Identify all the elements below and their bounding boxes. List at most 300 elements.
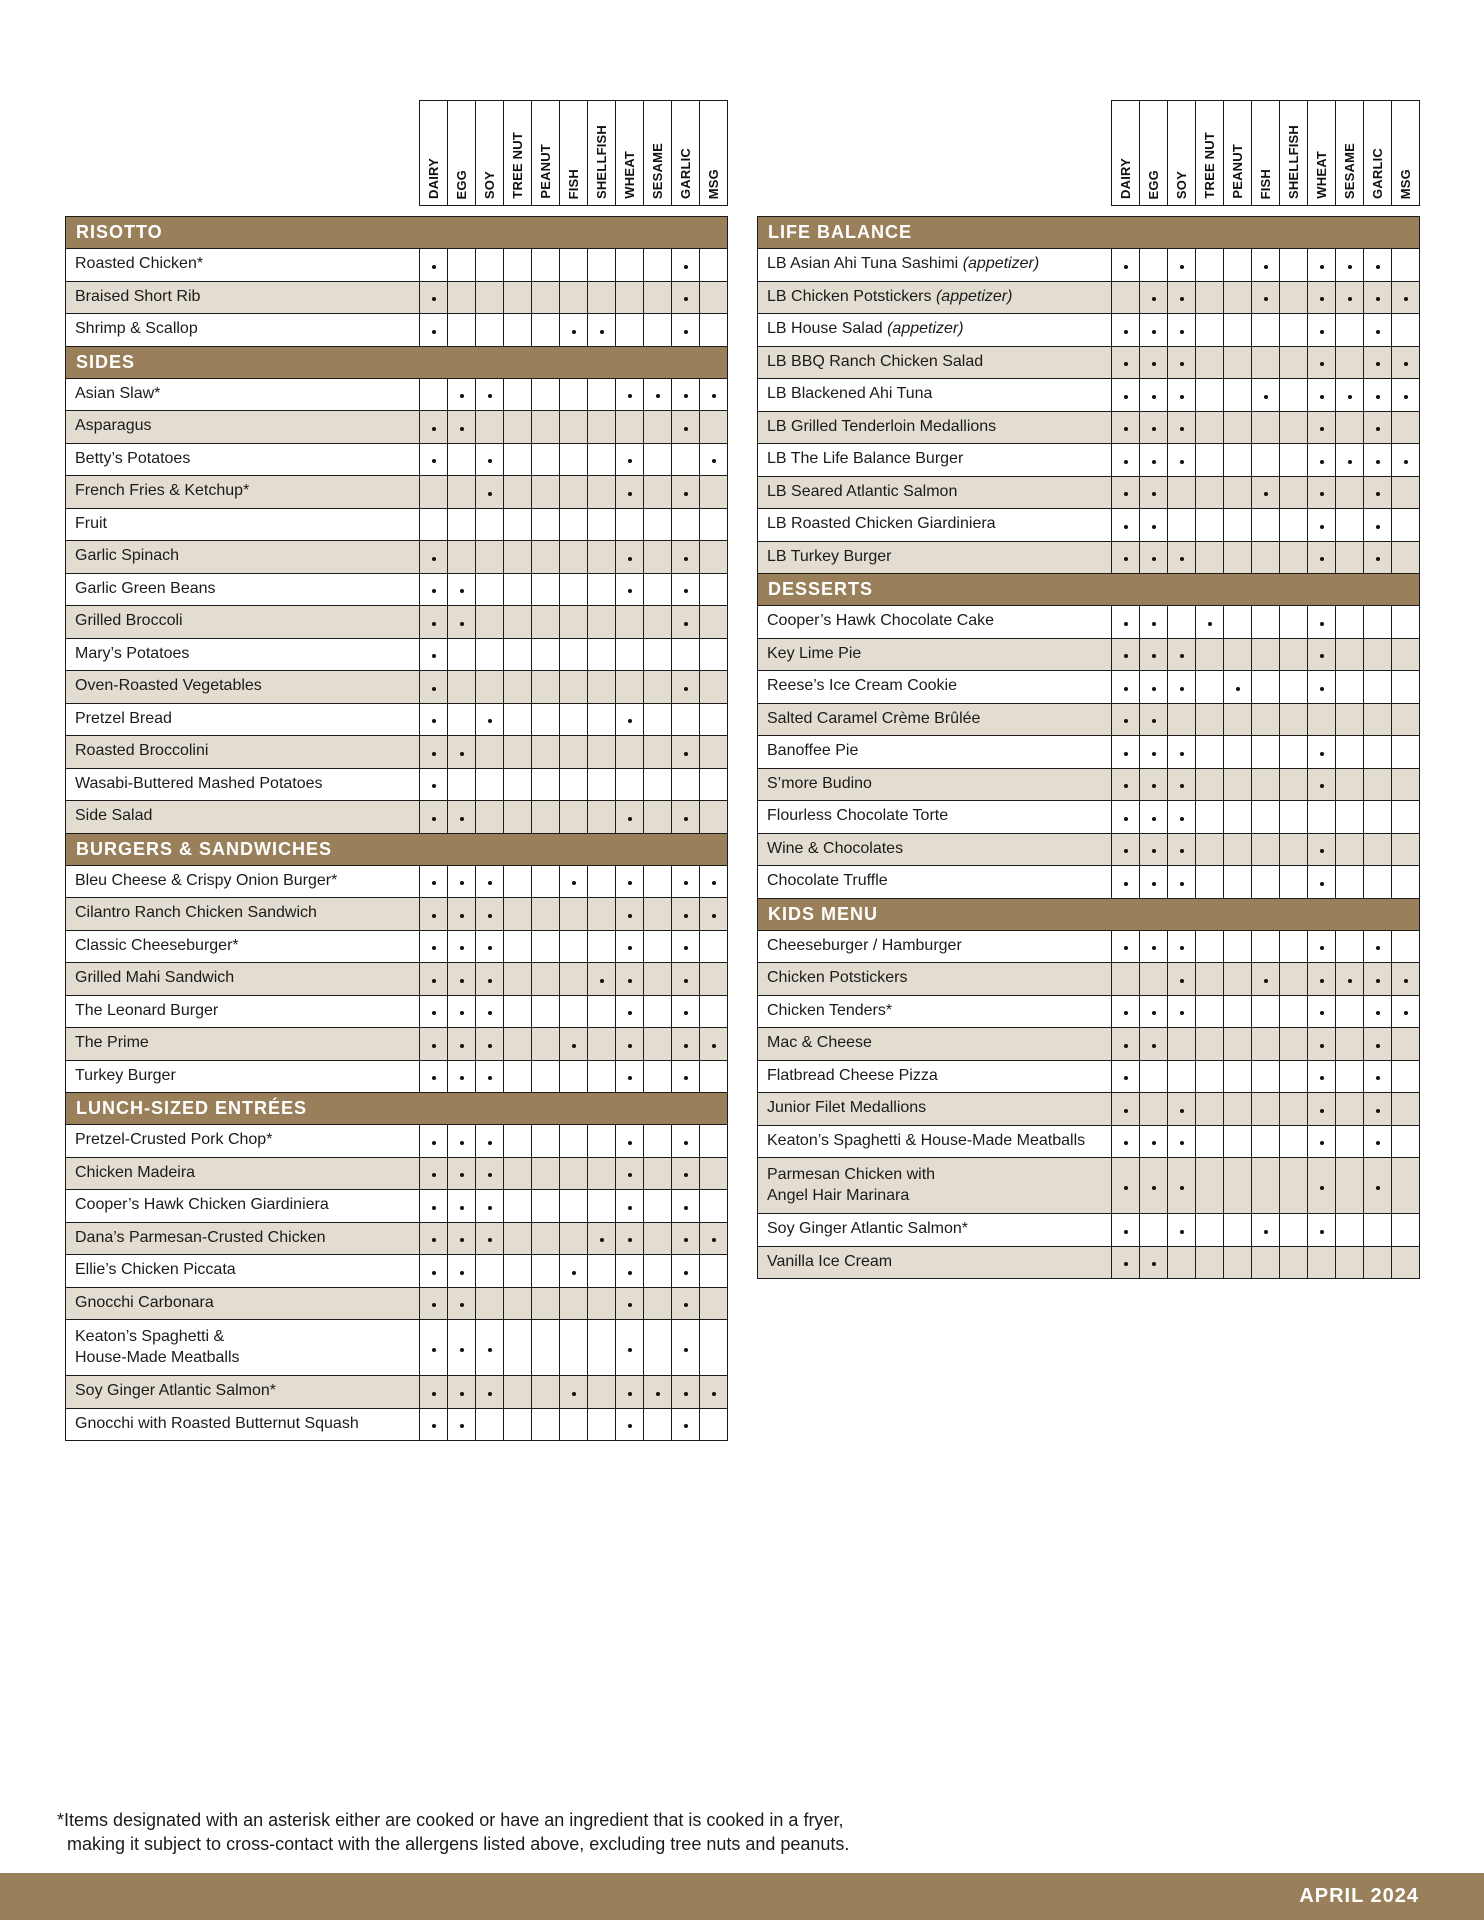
allergen-cell-peanut	[532, 1125, 560, 1158]
contains-allergen-dot	[432, 265, 436, 269]
allergen-cell-wheat	[616, 1190, 644, 1223]
allergen-cell-wheat	[616, 541, 644, 574]
menu-item-name	[758, 638, 1112, 671]
allergen-cell-shellfish	[588, 508, 616, 541]
allergen-cell-fish	[560, 865, 588, 898]
allergen-cell-peanut	[532, 476, 560, 509]
allergen-cell-tree-nut	[504, 898, 532, 931]
allergen-cell-shellfish	[1280, 930, 1308, 963]
allergen-cell-shellfish	[1280, 346, 1308, 379]
allergen-cell-dairy	[1112, 963, 1140, 996]
contains-allergen-dot	[628, 1076, 632, 1080]
allergen-cell-dairy	[1112, 833, 1140, 866]
contains-allergen-dot	[432, 914, 436, 918]
allergen-cell-soy	[1168, 638, 1196, 671]
contains-allergen-dot	[684, 1206, 688, 1210]
allergen-cell-egg	[1140, 963, 1168, 996]
item-name-text: Fruit	[75, 514, 107, 532]
allergen-cell-fish	[560, 930, 588, 963]
contains-allergen-dot	[1124, 719, 1128, 723]
contains-allergen-dot	[1124, 784, 1128, 788]
contains-allergen-dot	[1124, 557, 1128, 561]
allergen-cell-msg	[700, 1408, 728, 1441]
menu-item-name	[66, 314, 420, 347]
contains-allergen-dot	[1152, 557, 1156, 561]
allergen-label: GARLIC	[1370, 147, 1385, 199]
menu-item-name	[758, 1158, 1112, 1214]
contains-allergen-dot	[432, 654, 436, 658]
menu-item-row	[66, 281, 728, 314]
allergen-cell-tree-nut	[1196, 444, 1224, 477]
allergen-cell-egg	[1140, 281, 1168, 314]
allergen-cell-peanut	[1224, 541, 1252, 574]
allergen-cell-dairy	[420, 703, 448, 736]
allergen-cell-shellfish	[1280, 1028, 1308, 1061]
menu-item-name	[758, 509, 1112, 542]
allergen-cell-dairy	[420, 1408, 448, 1441]
allergen-cell-garlic	[672, 541, 700, 574]
allergen-cell-msg	[700, 606, 728, 639]
allergen-cell-msg	[700, 930, 728, 963]
allergen-header-peanut	[532, 101, 560, 206]
allergen-cell-shellfish	[1280, 281, 1308, 314]
allergen-cell-egg	[1140, 1125, 1168, 1158]
allergen-cell-wheat	[1308, 671, 1336, 704]
section-title: KIDS MENU	[758, 898, 1420, 930]
allergen-cell-dairy	[420, 638, 448, 671]
allergen-cell-msg	[700, 736, 728, 769]
allergen-cell-sesame	[644, 443, 672, 476]
allergen-cell-soy	[1168, 1028, 1196, 1061]
contains-allergen-dot	[460, 752, 464, 756]
allergen-cell-fish	[1252, 833, 1280, 866]
allergen-cell-egg	[448, 671, 476, 704]
contains-allergen-dot	[1320, 557, 1324, 561]
allergen-cell-fish	[560, 573, 588, 606]
menu-item-name	[758, 541, 1112, 574]
allergen-header-wheat	[616, 101, 644, 206]
menu-item-row	[66, 736, 728, 769]
contains-allergen-dot	[628, 979, 632, 983]
allergen-cell-egg	[1140, 379, 1168, 412]
allergen-cell-msg	[700, 768, 728, 801]
allergen-cell-wheat	[616, 1320, 644, 1376]
contains-allergen-dot	[1320, 1186, 1324, 1190]
allergen-cell-fish	[1252, 1093, 1280, 1126]
allergen-cell-shellfish	[588, 1060, 616, 1093]
item-name-text: Turkey Burger	[75, 1066, 176, 1084]
contains-allergen-dot	[1404, 979, 1408, 983]
contains-allergen-dot	[460, 589, 464, 593]
menu-item-name	[66, 930, 420, 963]
menu-item-row	[758, 703, 1420, 736]
menu-item-name	[758, 1214, 1112, 1247]
allergen-cell-tree-nut	[1196, 346, 1224, 379]
allergen-cell-wheat	[1308, 638, 1336, 671]
allergen-cell-peanut	[532, 703, 560, 736]
allergen-cell-soy	[1168, 281, 1196, 314]
allergen-table-left	[65, 100, 727, 1441]
contains-allergen-dot	[1320, 395, 1324, 399]
allergen-cell-peanut	[1224, 314, 1252, 347]
allergen-cell-tree-nut	[504, 1287, 532, 1320]
contains-allergen-dot	[572, 1044, 576, 1048]
allergen-cell-soy	[476, 573, 504, 606]
allergen-cell-soy	[1168, 379, 1196, 412]
allergen-cell-dairy	[420, 930, 448, 963]
allergen-cell-wheat	[1308, 444, 1336, 477]
allergen-cell-msg	[700, 703, 728, 736]
allergen-cell-msg	[1392, 1158, 1420, 1214]
contains-allergen-dot	[432, 589, 436, 593]
item-name-text: LB Seared Atlantic Salmon	[767, 482, 958, 500]
allergen-cell-wheat	[1308, 1028, 1336, 1061]
menu-item-row	[758, 1158, 1420, 1214]
contains-allergen-dot	[488, 1206, 492, 1210]
contains-allergen-dot	[432, 1238, 436, 1242]
contains-allergen-dot	[684, 1238, 688, 1242]
allergen-cell-shellfish	[1280, 963, 1308, 996]
allergen-cell-tree-nut	[504, 671, 532, 704]
allergen-cell-shellfish	[588, 995, 616, 1028]
allergen-cell-msg	[1392, 606, 1420, 639]
contains-allergen-dot	[1152, 1044, 1156, 1048]
allergen-cell-garlic	[1364, 249, 1392, 282]
contains-allergen-dot	[488, 1392, 492, 1396]
item-name-text: The Leonard Burger	[75, 1001, 219, 1019]
allergen-cell-peanut	[532, 1376, 560, 1409]
allergen-cell-sesame	[1336, 379, 1364, 412]
allergen-cell-msg	[1392, 833, 1420, 866]
menu-item-name	[66, 1060, 420, 1093]
contains-allergen-dot	[1376, 979, 1380, 983]
allergen-cell-sesame	[1336, 1093, 1364, 1126]
allergen-cell-egg	[448, 768, 476, 801]
allergen-cell-egg	[1140, 509, 1168, 542]
contains-allergen-dot	[1180, 1141, 1184, 1145]
allergen-label: FISH	[566, 168, 581, 199]
menu-item-name	[66, 1190, 420, 1223]
contains-allergen-dot	[684, 881, 688, 885]
item-name-text: Side Salad	[75, 807, 153, 825]
menu-item-name	[758, 930, 1112, 963]
allergen-cell-dairy	[420, 898, 448, 931]
allergen-cell-tree-nut	[1196, 1246, 1224, 1279]
allergen-cell-fish	[1252, 346, 1280, 379]
allergen-cell-sesame	[644, 963, 672, 996]
allergen-cell-soy	[476, 1408, 504, 1441]
allergen-cell-soy	[476, 508, 504, 541]
menu-item-name	[758, 606, 1112, 639]
allergen-cell-egg	[448, 963, 476, 996]
allergen-label: MSG	[1398, 168, 1413, 199]
item-note: (appetizer)	[935, 287, 1013, 305]
allergen-cell-shellfish	[1280, 638, 1308, 671]
item-name-text: Roasted Broccolini	[75, 742, 209, 760]
menu-item-name	[758, 703, 1112, 736]
section-header	[758, 898, 1420, 930]
allergen-cell-soy	[476, 541, 504, 574]
allergen-cell-egg	[448, 638, 476, 671]
allergen-cell-peanut	[532, 606, 560, 639]
allergen-cell-garlic	[672, 1060, 700, 1093]
item-name-text: Chicken Madeira	[75, 1163, 196, 1181]
menu-item-name	[758, 346, 1112, 379]
contains-allergen-dot	[1320, 946, 1324, 950]
contains-allergen-dot	[460, 427, 464, 431]
allergen-cell-soy	[1168, 963, 1196, 996]
contains-allergen-dot	[1320, 1044, 1324, 1048]
menu-item-row	[66, 573, 728, 606]
allergen-cell-sesame	[644, 638, 672, 671]
contains-allergen-dot	[684, 914, 688, 918]
allergen-cell-dairy	[1112, 249, 1140, 282]
allergen-cell-shellfish	[588, 1028, 616, 1061]
contains-allergen-dot	[1320, 979, 1324, 983]
allergen-cell-garlic	[672, 411, 700, 444]
menu-item-name	[66, 638, 420, 671]
allergen-cell-wheat	[1308, 930, 1336, 963]
allergen-cell-garlic	[672, 898, 700, 931]
allergen-cell-shellfish	[588, 1287, 616, 1320]
allergen-cell-msg	[700, 281, 728, 314]
allergen-cell-garlic	[1364, 1093, 1392, 1126]
allergen-cell-peanut	[1224, 476, 1252, 509]
item-name-text: Cooper’s Hawk Chocolate Cake	[767, 612, 995, 630]
allergen-cell-garlic	[672, 1255, 700, 1288]
allergen-cell-peanut	[532, 898, 560, 931]
allergen-cell-soy	[1168, 995, 1196, 1028]
allergen-cell-sesame	[644, 1376, 672, 1409]
menu-item-row	[758, 638, 1420, 671]
allergen-cell-sesame	[644, 1287, 672, 1320]
contains-allergen-dot	[684, 394, 688, 398]
item-name-text: Cilantro Ranch Chicken Sandwich	[75, 904, 317, 922]
allergen-cell-sesame	[1336, 606, 1364, 639]
allergen-cell-msg	[700, 1028, 728, 1061]
item-name-text: Pretzel-Crusted Pork Chop*	[75, 1131, 273, 1149]
allergen-cell-garlic	[672, 703, 700, 736]
allergen-cell-garlic	[672, 443, 700, 476]
contains-allergen-dot	[1124, 622, 1128, 626]
footer-date: APRIL 2024	[1299, 1885, 1419, 1907]
allergen-cell-dairy	[420, 249, 448, 282]
allergen-cell-msg	[1392, 1060, 1420, 1093]
allergen-cell-wheat	[1308, 768, 1336, 801]
allergen-cell-dairy	[420, 1320, 448, 1376]
allergen-cell-fish	[560, 281, 588, 314]
contains-allergen-dot	[1376, 525, 1380, 529]
allergen-cell-garlic	[672, 249, 700, 282]
allergen-header-msg	[700, 101, 728, 206]
contains-allergen-dot	[1180, 427, 1184, 431]
allergen-cell-wheat	[616, 314, 644, 347]
allergen-cell-egg	[1140, 346, 1168, 379]
allergen-cell-tree-nut	[1196, 1125, 1224, 1158]
allergen-cell-garlic	[1364, 1028, 1392, 1061]
allergen-cell-sesame	[644, 314, 672, 347]
menu-item-name	[758, 963, 1112, 996]
contains-allergen-dot	[1152, 1141, 1156, 1145]
contains-allergen-dot	[684, 979, 688, 983]
allergen-cell-msg	[700, 1320, 728, 1376]
contains-allergen-dot	[1376, 1141, 1380, 1145]
allergen-cell-peanut	[532, 1028, 560, 1061]
allergen-cell-garlic	[1364, 1214, 1392, 1247]
allergen-cell-garlic	[1364, 801, 1392, 834]
allergen-cell-egg	[1140, 930, 1168, 963]
item-name-text: Bleu Cheese & Crispy Onion Burger*	[75, 871, 338, 889]
contains-allergen-dot	[1124, 1109, 1128, 1113]
contains-allergen-dot	[1320, 460, 1324, 464]
allergen-cell-dairy	[420, 476, 448, 509]
item-name-text: LB Roasted Chicken Giardiniera	[767, 515, 996, 533]
allergen-cell-fish	[1252, 801, 1280, 834]
allergen-cell-peanut	[532, 963, 560, 996]
menu-item-row	[66, 638, 728, 671]
allergen-cell-msg	[1392, 379, 1420, 412]
allergen-cell-fish	[560, 1408, 588, 1441]
allergen-cell-garlic	[672, 963, 700, 996]
contains-allergen-dot	[600, 1238, 604, 1242]
allergen-cell-shellfish	[1280, 249, 1308, 282]
menu-item-row	[758, 1214, 1420, 1247]
allergen-cell-msg	[700, 378, 728, 411]
allergen-cell-wheat	[616, 671, 644, 704]
allergen-cell-egg	[1140, 1158, 1168, 1214]
allergen-cell-msg	[1392, 963, 1420, 996]
menu-item-row	[758, 930, 1420, 963]
contains-allergen-dot	[1180, 752, 1184, 756]
allergen-cell-garlic	[1364, 833, 1392, 866]
allergen-cell-tree-nut	[504, 1060, 532, 1093]
allergen-cell-soy	[476, 1320, 504, 1376]
allergen-cell-tree-nut	[504, 1222, 532, 1255]
allergen-cell-soy	[476, 378, 504, 411]
allergen-cell-peanut	[532, 249, 560, 282]
menu-item-row	[758, 736, 1420, 769]
allergen-cell-fish	[1252, 444, 1280, 477]
allergen-label: SHELLFISH	[594, 124, 609, 199]
allergen-cell-tree-nut	[1196, 833, 1224, 866]
item-name-text: Pretzel Bread	[75, 709, 172, 727]
menu-item-name	[758, 411, 1112, 444]
allergen-cell-peanut	[532, 671, 560, 704]
allergen-cell-shellfish	[1280, 314, 1308, 347]
allergen-cell-egg	[448, 411, 476, 444]
contains-allergen-dot	[1124, 1262, 1128, 1266]
contains-allergen-dot	[684, 427, 688, 431]
contains-allergen-dot	[1348, 395, 1352, 399]
allergen-cell-shellfish	[1280, 703, 1308, 736]
allergen-cell-shellfish	[1280, 444, 1308, 477]
allergen-cell-egg	[448, 995, 476, 1028]
contains-allergen-dot	[600, 330, 604, 334]
contains-allergen-dot	[460, 817, 464, 821]
menu-item-row	[66, 541, 728, 574]
allergen-header-dairy	[420, 101, 448, 206]
allergen-cell-dairy	[420, 995, 448, 1028]
contains-allergen-dot	[1180, 362, 1184, 366]
allergen-cell-soy	[476, 606, 504, 639]
fryer-footnote	[57, 1808, 917, 1856]
contains-allergen-dot	[628, 1173, 632, 1177]
contains-allergen-dot	[1264, 492, 1268, 496]
allergen-cell-peanut	[1224, 995, 1252, 1028]
allergen-cell-egg	[448, 1408, 476, 1441]
item-name-text: Banoffee Pie	[767, 742, 859, 760]
contains-allergen-dot	[1180, 946, 1184, 950]
menu-item-name	[758, 444, 1112, 477]
allergen-cell-egg	[448, 736, 476, 769]
contains-allergen-dot	[460, 1271, 464, 1275]
allergen-cell-tree-nut	[504, 768, 532, 801]
section-header	[66, 217, 728, 249]
allergen-header-fish	[560, 101, 588, 206]
allergen-cell-sesame	[1336, 671, 1364, 704]
allergen-cell-garlic	[1364, 509, 1392, 542]
item-name-text: Garlic Spinach	[75, 547, 180, 565]
allergen-cell-dairy	[1112, 281, 1140, 314]
menu-item-name	[66, 995, 420, 1028]
allergen-grid-right	[757, 100, 1420, 1279]
contains-allergen-dot	[1320, 492, 1324, 496]
allergen-cell-msg	[1392, 249, 1420, 282]
allergen-cell-egg	[448, 1376, 476, 1409]
allergen-cell-msg	[1392, 671, 1420, 704]
contains-allergen-dot	[1124, 492, 1128, 496]
allergen-cell-wheat	[616, 638, 644, 671]
contains-allergen-dot	[432, 427, 436, 431]
contains-allergen-dot	[1124, 330, 1128, 334]
allergen-cell-peanut	[1224, 963, 1252, 996]
contains-allergen-dot	[712, 914, 716, 918]
allergen-cell-shellfish	[1280, 995, 1308, 1028]
contains-allergen-dot	[1124, 525, 1128, 529]
contains-allergen-dot	[432, 1141, 436, 1145]
contains-allergen-dot	[488, 1348, 492, 1352]
allergen-cell-peanut	[532, 1222, 560, 1255]
contains-allergen-dot	[488, 1076, 492, 1080]
allergen-header-wheat	[1308, 101, 1336, 206]
contains-allergen-dot	[488, 1173, 492, 1177]
item-name-text: Flatbread Cheese Pizza	[767, 1066, 938, 1084]
allergen-cell-garlic	[1364, 963, 1392, 996]
allergen-cell-msg	[1392, 995, 1420, 1028]
allergen-cell-garlic	[1364, 1060, 1392, 1093]
contains-allergen-dot	[432, 330, 436, 334]
contains-allergen-dot	[1320, 265, 1324, 269]
contains-allergen-dot	[1320, 525, 1324, 529]
item-name-text: Wasabi-Buttered Mashed Potatoes	[75, 774, 323, 792]
allergen-cell-dairy	[420, 768, 448, 801]
contains-allergen-dot	[684, 817, 688, 821]
contains-allergen-dot	[1376, 1011, 1380, 1015]
allergen-cell-soy	[476, 671, 504, 704]
menu-item-row	[758, 411, 1420, 444]
contains-allergen-dot	[1376, 362, 1380, 366]
allergen-cell-peanut	[532, 314, 560, 347]
allergen-cell-garlic	[672, 378, 700, 411]
contains-allergen-dot	[1152, 946, 1156, 950]
section-header	[66, 1093, 728, 1125]
allergen-cell-sesame	[644, 1222, 672, 1255]
menu-item-name	[66, 281, 420, 314]
item-name-text: Roasted Chicken*	[75, 255, 204, 273]
section-title: BURGERS & SANDWICHES	[66, 833, 728, 865]
menu-item-name	[66, 1255, 420, 1288]
allergen-cell-garlic	[672, 736, 700, 769]
